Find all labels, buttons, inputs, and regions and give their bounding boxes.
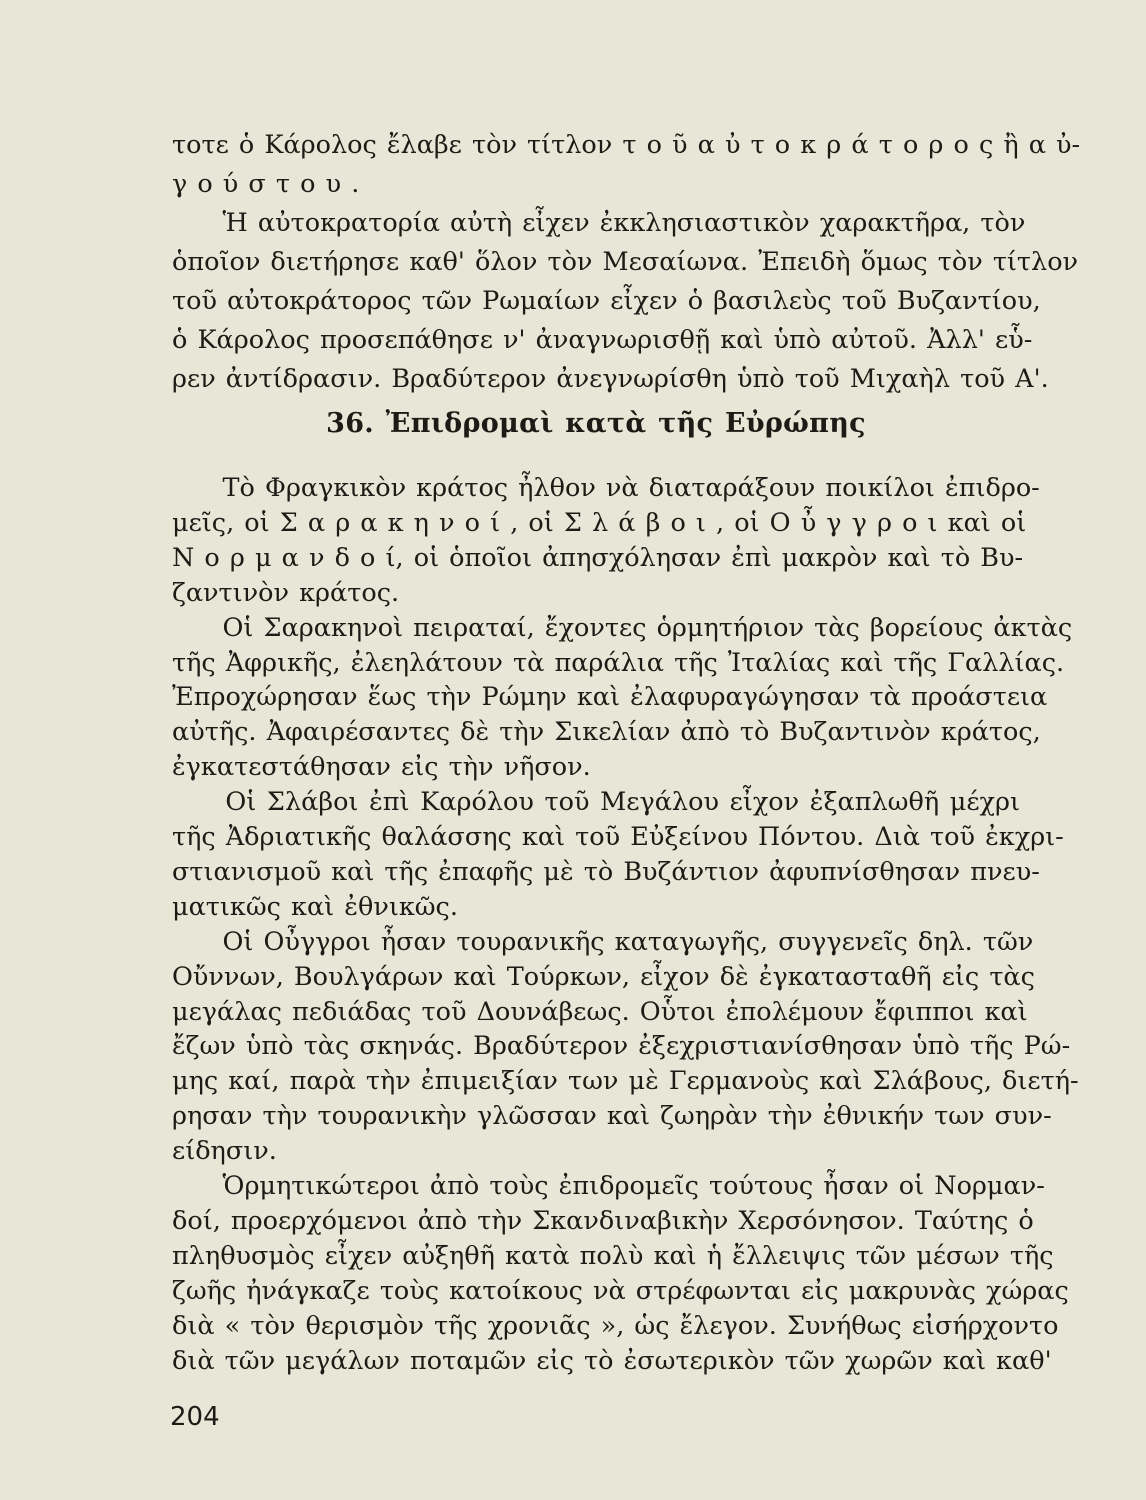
text-line: μεῖς, οἱ Σ α ρ α κ η ν ο ί , οἱ Σ λ ά β ο ι , οἱ Ο ὖ γ γ ρ ο ι καὶ οἱ	[172, 507, 1027, 538]
text-line: ἐγκατεστάθησαν εἰς τὴν νῆσον.	[172, 752, 591, 783]
text-line: μεγάλας πεδιάδας τοῦ Δουνάβεως. Οὗτοι ἐπολέμουν ἔφιπποι καὶ	[172, 996, 1028, 1027]
text-line: Ἐπροχώρησαν ἕως τὴν Ρώμην καὶ ἐλαφυραγώγησαν τὰ προάστεια	[172, 682, 1048, 713]
text-line: γ ο ύ σ τ ο υ .	[172, 169, 360, 199]
text-line: ρησαν τὴν τουρανικὴν γλῶσσαν καὶ ζωηρὰν τὴν ἐθνικήν των συν-	[172, 1101, 1052, 1132]
text-line: ζωῆς ἠνάγκαζε τοὺς κατοίκους νὰ στρέφωνται εἰς μακρυνὰς χώρας	[172, 1275, 1069, 1306]
text-line: Οὔννων, Βουλγάρων καὶ Τούρκων, εἶχον δὲ ἐγκατασταθῆ εἰς τὰς	[172, 961, 1035, 992]
text-line: αὐτῆς. Ἀφαιρέσαντες δὲ τὴν Σικελίαν ἀπὸ τὸ Βυζαντινὸν κράτος,	[172, 717, 1041, 748]
text-line: δοί, προερχόμενοι ἀπὸ τὴν Σκανδιναβικὴν Χερσόνησον. Ταύτης ὁ	[172, 1206, 1034, 1236]
text-line: στιανισμοῦ καὶ τῆς ἐπαφῆς μὲ τὸ Βυζάντιον ἀφυπνίσθησαν πνευ-	[172, 856, 1040, 887]
text-line: ματικῶς καὶ ἐθνικῶς.	[172, 891, 458, 922]
text-line: ὁ Κάρολος προσεπάθησε ν' ἀναγνωρισθῇ καὶ ὑπὸ αὐτοῦ. Ἀλλ' εὗ-	[172, 325, 1033, 355]
text-line: διὰ τῶν μεγάλων ποταμῶν εἰς τὸ ἐσωτερικὸν τῶν χωρῶν καὶ καθ'	[172, 1345, 1052, 1376]
text-line: τοῦ αὐτοκράτορος τῶν Ρωμαίων εἶχεν ὁ βασιλεὺς τοῦ Βυζαντίου,	[172, 286, 1041, 316]
text-line: Οἱ Οὖγγροι ἦσαν τουρανικῆς καταγωγῆς, συγγενεῖς δηλ. τῶν	[172, 926, 1034, 957]
text-line: τῆς Ἀδριατικῆς θαλάσσης καὶ τοῦ Εὐξείνου Πόντου. Διὰ τοῦ ἐκχρι-	[172, 822, 1064, 853]
text-line: Ἡ αὐτοκρατορία αὐτὴ εἶχεν ἐκκλησιαστικὸν χαρακτῆρα, τὸν	[172, 208, 1026, 238]
text-line: μης καί, παρὰ τὴν ἐπιμειξίαν των μὲ Γερμανοὺς καὶ Σλάβους, διετή-	[172, 1066, 1079, 1097]
text-line: τῆς Ἀφρικῆς, ἐλεηλάτουν τὰ παράλια τῆς Ἰταλίας καὶ τῆς Γαλλίας.	[172, 647, 1065, 678]
text-line: πληθυσμὸς εἶχεν αὐξηθῆ κατὰ πολὺ καὶ ἡ ἔλλειψις τῶν μέσων τῆς	[172, 1240, 1054, 1271]
text-line: ρεν ἀντίδρασιν. Βραδύτερον ἀνεγνωρίσθη ὑπὸ τοῦ Μιχαὴλ τοῦ Α'.	[172, 364, 1049, 394]
text-line: Τὸ Φραγκικὸν κράτος ἦλθον νὰ διαταράξουν ποικίλοι ἐπιδρο-	[172, 473, 1040, 503]
text-line: Οἱ Σλάβοι ἐπὶ Καρόλου τοῦ Μεγάλου εἶχον ἐξαπλωθῆ μέχρι	[172, 787, 1020, 818]
text-line: Ὁρμητικώτεροι ἀπὸ τοὺς ἐπιδρομεῖς τούτους ἦσαν οἱ Νορμαν-	[172, 1171, 1045, 1202]
text-line: ζαντινὸν κράτος.	[172, 577, 400, 608]
text-line: Οἱ Σαρακηνοὶ πειραταί, ἔχοντες ὁρμητήριον τὰς βορείους ἀκτὰς	[172, 612, 1073, 643]
text-line: ἔζων ὑπὸ τὰς σκηνάς. Βραδύτερον ἐξεχριστιανίσθησαν ὑπὸ τῆς Ρώ-	[172, 1031, 1071, 1062]
text-line: ὁποῖον διετήρησε καθ' ὅλον τὸν Μεσαίωνα. Ἐπειδὴ ὅμως τὸν τίτλον	[172, 247, 1079, 277]
page-number: 204	[170, 1401, 220, 1432]
text-line: διὰ « τὸν θερισμὸν τῆς χρονιᾶς », ὡς ἔλεγον. Συνήθως εἰσήρχοντο	[172, 1310, 1059, 1341]
section-heading: 36. Ἐπιδρομαὶ κατὰ τῆς Εὐρώπης	[326, 408, 866, 439]
text-line: Ν ο ρ μ α ν δ ο ί, οἱ ὁποῖοι ἀπησχόλησαν ἐπὶ μακρὸν καὶ τὸ Βυ-	[172, 542, 1024, 573]
text-line: τοτε ὁ Κάρολος ἔλαβε τὸν τίτλον τ ο ῦ α ὐ τ ο κ ρ ά τ ο ρ ο ς ἢ α ὐ-	[172, 130, 1081, 160]
text-line: είδησιν.	[172, 1136, 277, 1167]
